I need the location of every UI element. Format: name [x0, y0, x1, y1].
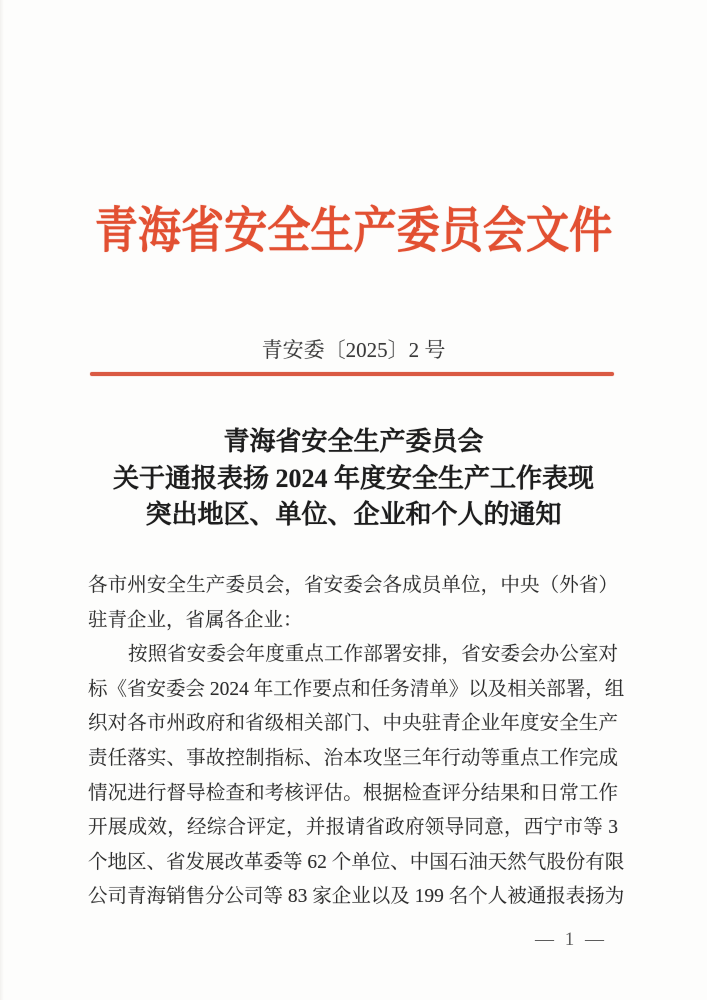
letterhead-title: 青海省安全生产委员会文件: [94, 203, 613, 258]
body-line: 各市州安全生产委员会，省安委会各成员单位，中央（外省）: [88, 575, 618, 596]
body-line: 驻青企业，省属各企业：: [88, 609, 303, 631]
red-divider-rule: [90, 372, 614, 376]
body-line: 个地区、省发展改革委等 62 个单位、中国石油天然气股份有限: [88, 851, 625, 873]
body-line: 责任落实、事故控制指标、治本攻坚三年行动等重点工作完成: [88, 747, 618, 769]
body-line: 织对各市州政府和省级相关部门、中央驻青企业年度安全生产: [88, 713, 618, 735]
document-number: 青安委〔2025〕2 号: [261, 338, 446, 362]
body-text: [88, 569, 625, 915]
page-number: — 1 —: [535, 929, 607, 950]
body-line: 开展成效，经综合评定，并报请省政府领导同意，西宁市等 3: [88, 817, 618, 839]
body-line: 标《省安委会 2024 年工作要点和任务清单》以及相关部署，组: [88, 678, 625, 700]
notice-title-line-3: 突出地区、单位、企业和个人的通知: [145, 500, 562, 529]
notice-title: [0, 424, 707, 534]
body-line: 公司青海销售分公司等 83 家企业以及 199 名个人被通报表扬为: [88, 886, 625, 908]
body-line: 情况进行督导检查和考核评估。根据检查评分结果和日常工作: [88, 782, 618, 804]
notice-title-line-2: 关于通报表扬 2024 年度安全生产工作表现: [112, 463, 594, 493]
body-line: 按照省安委会年度重点工作部署安排，省安委会办公室对: [127, 644, 618, 666]
notice-title-line-1: 青海省安全生产委员会: [223, 427, 484, 456]
